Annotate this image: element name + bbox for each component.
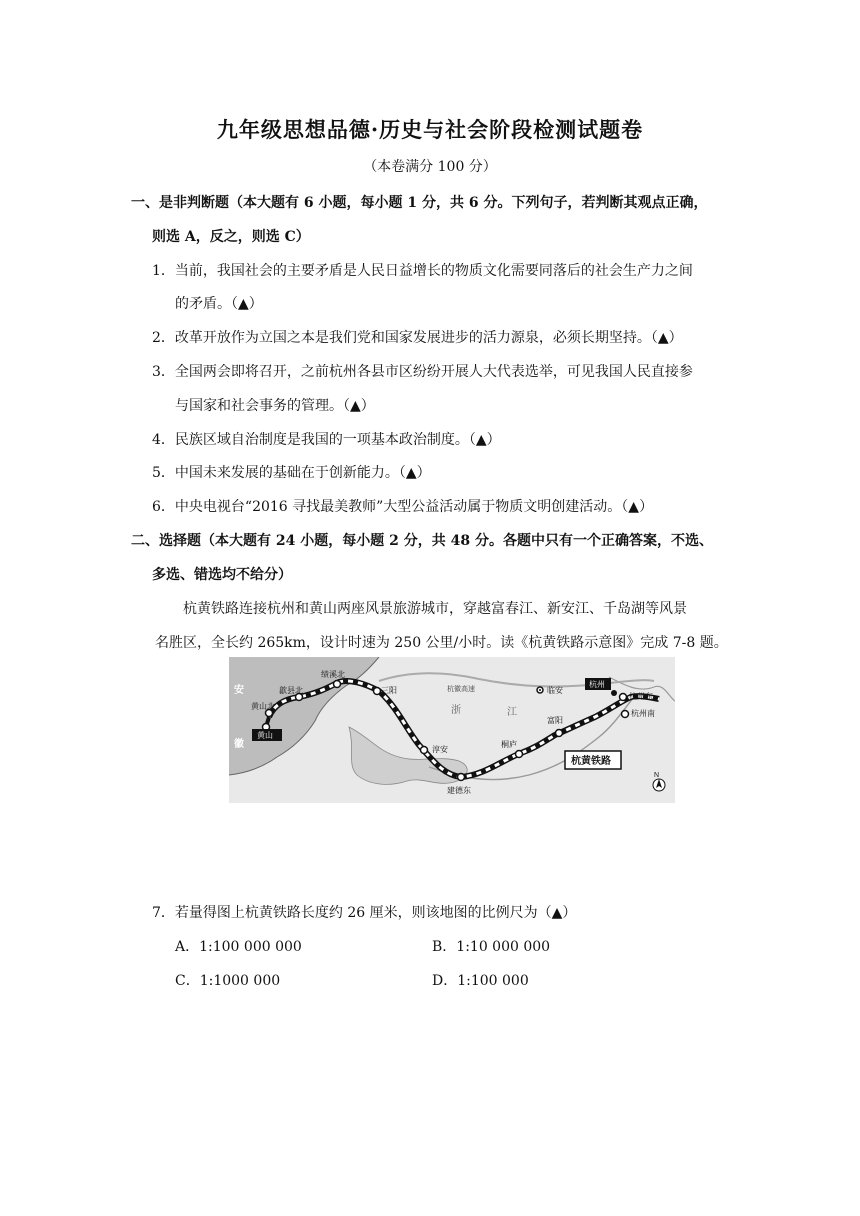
legend-label: 杭黄铁路 [571, 756, 611, 767]
label-huangshan: 黄山 [257, 731, 273, 740]
label-chunan: 淳安 [432, 745, 448, 754]
label-jixibei: 绩溪北 [321, 670, 345, 679]
label-province-zhe: 浙 [451, 705, 461, 716]
label-hangzhou: 杭州 [589, 680, 605, 689]
section2-heading-cont: 多选、错选均不给分） [152, 567, 292, 583]
question-4: 4．民族区域自治制度是我国的一项基本政治制度。（▲） [152, 432, 501, 448]
svg-text:N: N [654, 772, 660, 779]
station-sanyang [374, 688, 381, 695]
section1-heading: 一、是非判断题（本大题有 6 小题，每小题 1 分，共 6 分。下列句子，若判断其观点正确， [131, 195, 708, 211]
section1-heading-cont: 则选 A，反之，则选 C） [152, 229, 310, 245]
label-hangzhounan: 杭州南 [631, 709, 655, 718]
page-subtitle: （本卷满分 100 分） [363, 159, 497, 175]
label-province-jiang: 江 [507, 707, 517, 718]
railway-map [229, 657, 675, 803]
passage-line-1: 杭黄铁路连接杭州和黄山两座风景旅游城市，穿越富春江、新安江、千岛湖等风景 [183, 601, 687, 617]
option-c: C．1:1000 000 [175, 973, 281, 989]
passage-line-2: 名胜区，全长约 265km，设计时速为 250 公里/小时。读《杭黄铁路示意图》完成 7-8 题。 [155, 635, 728, 651]
question-1: 1．当前，我国社会的主要矛盾是人民日益增长的物质文化需要同落后的社会生产力之间 [152, 263, 693, 279]
label-hangzhoudong: 杭州东 [629, 692, 653, 701]
question-5: 5．中国未来发展的基础在于创新能力。（▲） [152, 465, 431, 481]
label-province-hui: 徽 [234, 739, 244, 750]
question-7: 7．若量得图上杭黄铁路长度约 26 厘米，则该地图的比例尺为（▲） [152, 905, 577, 921]
option-a: A．1:100 000 000 [175, 939, 302, 955]
section2-heading: 二、选择题（本大题有 24 小题，每小题 2 分，共 48 分。各题中只有一个正确答案，不选、 [131, 533, 713, 549]
label-shexianbei: 歙县北 [279, 686, 303, 695]
station-jixibei [334, 681, 341, 688]
label-huangshanbei: 黄山北 [251, 702, 275, 711]
option-b: B．1:10 000 000 [432, 939, 551, 955]
label-highway: 杭徽高速 [447, 686, 475, 693]
station-chunan [421, 747, 428, 754]
option-d: D．1:100 000 [432, 973, 529, 989]
question-1-cont: 的矛盾。（▲） [175, 296, 263, 312]
label-jiandedong: 建德东 [447, 786, 471, 795]
label-tonglu: 桐庐 [501, 740, 517, 749]
station-hangzhoudong [620, 694, 627, 701]
station-tonglu [516, 751, 523, 758]
question-2: 2．改革开放作为立国之本是我们党和国家发展进步的活力源泉，必须长期坚持。（▲） [152, 330, 683, 346]
label-sanyang: 三阳 [381, 686, 397, 695]
station-jiandedong [458, 774, 465, 781]
question-6: 6．中央电视台“2016 寻找最美教师”大型公益活动属于物质文明创建活动。（▲） [152, 499, 654, 515]
station-hangzhounan [622, 711, 629, 718]
page-title: 九年级思想品德·历史与社会阶段检测试题卷 [216, 117, 644, 142]
label-fuyang: 富阳 [547, 716, 563, 725]
question-3: 3．全国两会即将召开，之前杭州各县市区纷纷开展人大代表选举，可见我国人民直接参 [152, 364, 693, 380]
label-linan: 临安 [547, 686, 563, 695]
question-3-cont: 与国家和社会事务的管理。（▲） [175, 398, 375, 414]
station-fuyang [556, 730, 563, 737]
label-province-an: 安 [234, 685, 244, 696]
